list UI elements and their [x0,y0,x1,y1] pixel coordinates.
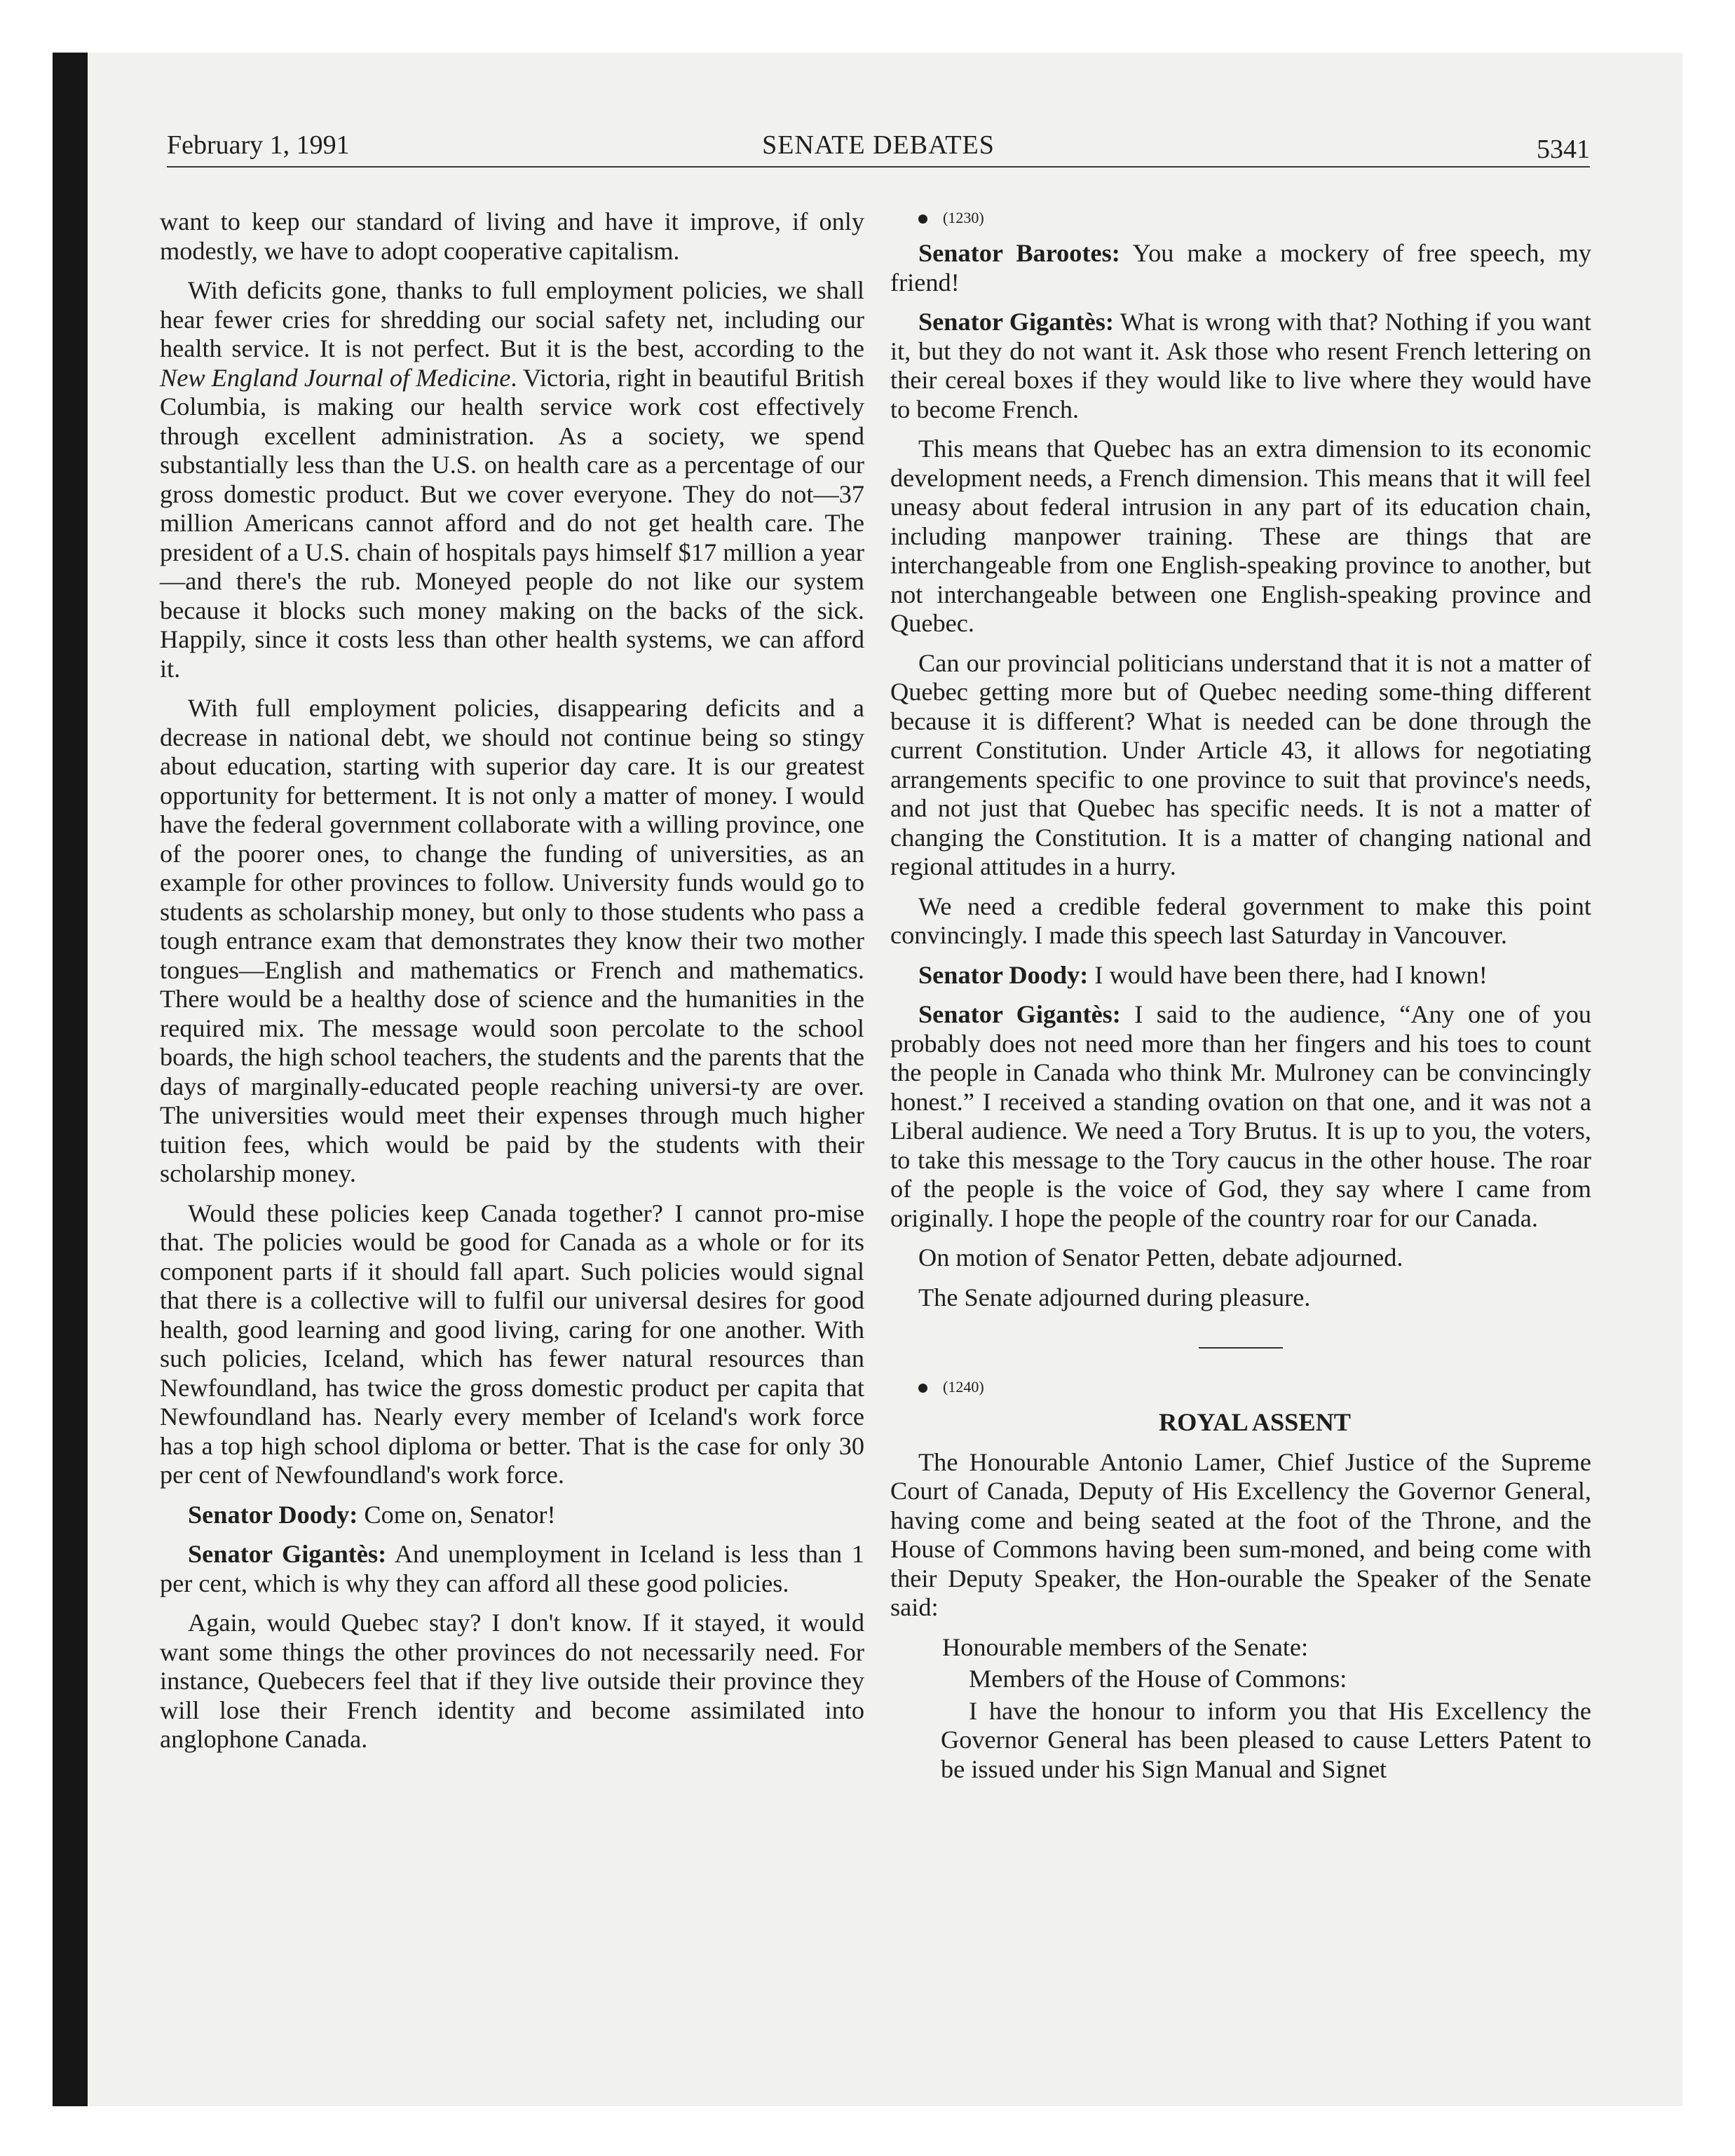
bullet-icon [918,1384,927,1393]
journal-title: New England Journal of Medicine [160,363,511,392]
section-divider [1199,1347,1283,1349]
quoted-paragraph: I have the honour to inform you that His Excellency the Governor General has been pleased to cause Letters Patent to be issued under his Sign Manual and Signet [941,1696,1591,1783]
paragraph: The Honourable Antonio Lamer, Chief Justice of the Supreme Court of Canada, Deputy of His Excellency the Governor General, having come and being seated at the foot of the Throne, and the House of Commons having been sum-moned, and being come with their Deputy Speaker, the Hon-ourable the Speaker of the Senate said: [890,1447,1591,1621]
address-line: Members of the House of Commons: [969,1665,1347,1693]
header-date: February 1, 1991 [167,130,350,160]
paragraph: Again, would Quebec stay? I don't know. If it stayed, it would want some things the other provinces do not necessarily need. For instance, Quebecers feel that if they live outside their province they will lose their French identity and become assimilated into anglophone Canada. [160,1609,864,1753]
address-line: Honourable members of the Senate: [942,1632,1309,1661]
procedural-note: The Senate adjourned during pleasure. [918,1283,1311,1311]
time-marker-label: (1240) [943,1378,984,1396]
speaker-paragraph [160,1540,864,1598]
speech-text: Come on, Senator! [358,1500,556,1529]
speaker-name: Senator Gigantès: [188,1540,387,1568]
procedural-note: On motion of Senator Petten, debate adjourned. [918,1243,1403,1271]
paragraph: With full employment policies, disappearing deficits and a decrease in national debt, we should not continue being so stingy about education, starting with superior day care. It is our greatest opportunity for betterment. It is not only a matter of money. I would have the federal government collaborate with a willing province, one of the poorer ones, to change the funding of universities, as an example for other provinces to follow. University funds would go to students as scholarship money, but only to those students who pass a tough entrance exam that demonstrates they know their two mother tongues—English and mathematics or French and mathematics. There would be a healthy dose of science and the humanities in the required mix. The message would soon percolate to the school boards, the high school teachers, the students and the parents that the days of marginally-educated people reaching universi-ty are over. The universities would meet their expenses through much higher tuition fees, which would be paid by the students with their scholarship money. [160,694,864,1187]
paragraph: Can our provincial politicians understand that it is not a matter of Quebec getting more but of Quebec needing some-thing different because it is different? What is needed can be done through the current Constitution. Under Article 43, it allows for negotiating arrangements specific to one province to suit that province's needs, and not just that Quebec has specific needs. It is not a matter of changing the Constitution. It is a matter of changing national and regional attitudes in a hurry. [890,648,1591,880]
speaker-name: Senator Gigantès: [918,1000,1121,1028]
paragraph [160,276,864,683]
speech-text: And unemployment in Iceland is less than 1 per cent, which is why they can afford all these good policies. [160,1540,864,1597]
right-column [890,207,1591,1794]
speaker-paragraph [160,1501,864,1530]
speaker-paragraph [890,308,1591,424]
text-run: . Victoria, right in beautiful British Columbia, is making our health service work cost effectively through excellent administration. As a society, we spend substantially less than the U.S. on health care as a percentage of our gross domestic product. But we cover everyone. They do not—37 million Americans cannot afford and do not get health care. The president of a U.S. chain of hospitals pays himself $17 million a year—and there's the rub. Moneyed people do not like our system because it blocks such money making on the backs of the sick. Happily, since it costs less than other health systems, we can afford it. [160,363,864,683]
paragraph: want to keep our standard of living and have it improve, if only modestly, we have to adopt cooperative capitalism. [160,207,864,265]
bullet-icon [918,214,927,224]
paragraph: We need a credible federal government to make this point convincingly. I made this speech last Saturday in Vancouver. [890,892,1591,949]
paragraph: This means that Quebec has an extra dimension to its economic development needs, a French dimension. This means that it will feel uneasy about federal intrusion in any part of its education chain, including manpower training. These are things that are interchangeable from one English-speaking province to another, but not interchangeable between one English-speaking province and Quebec. [890,435,1591,637]
time-marker [890,1377,1591,1398]
speaker-name: Senator Barootes: [918,239,1120,267]
left-column [160,207,864,1765]
page-number: 5341 [1537,135,1590,164]
section-heading: ROYAL ASSENT [1158,1408,1352,1436]
scan-edge [53,53,88,2106]
speech-text: I said to the audience, “Any one of you probably does not need more than her fingers and his toes to count the people in Canada who think Mr. Mulroney can be convincingly honest.” I received a standing ovation on that one, and it was not a Liberal audience. We need a Tory Brutus. It is up to you, the voters, to take this message to the Tory caucus in the other house. The roar of the people is the voice of God, they say where I came from originally. I hope the people of the country roar for our Canada. [890,1000,1591,1232]
speaker-name: Senator Doody: [188,1500,358,1529]
speaker-name: Senator Gigantès: [918,308,1114,336]
time-marker-label: (1230) [943,209,984,226]
speaker-paragraph [890,1000,1591,1233]
speech-text: I would have been there, had I known! [1088,960,1488,989]
text-run: With deficits gone, thanks to full employment policies, we shall hear fewer cries for shredding our social safety net, including our health service. It is not perfect. But it is the best, according to the [160,276,864,362]
speaker-paragraph [890,239,1591,297]
speech-text: What is wrong with that? Nothing if you want it, but they do not want it. Ask those who resent French lettering on their cereal boxes if they would like to live where they would have to become French. [890,308,1591,423]
paragraph: Would these policies keep Canada together? I cannot pro-mise that. The policies would be good for Canada as a whole or for its component parts if it should fall apart. Such policies would signal that there is a collective will to fulfil our universal desires for good health, good learning and good living, caring for one another. With such policies, Iceland, which has fewer natural resources than Newfoundland, has twice the gross domestic product per capita that Newfoundland has. Nearly every member of Iceland's work force has a top high school diploma or better. That is the case for only 30 per cent of Newfoundland's work force. [160,1199,864,1489]
speaker-name: Senator Doody: [918,960,1089,989]
speech-text: You make a mockery of free speech, my friend! [890,239,1591,296]
page-header [167,130,1590,168]
header-title: SENATE DEBATES [762,130,995,160]
speaker-paragraph [890,961,1591,990]
time-marker [890,207,1591,228]
